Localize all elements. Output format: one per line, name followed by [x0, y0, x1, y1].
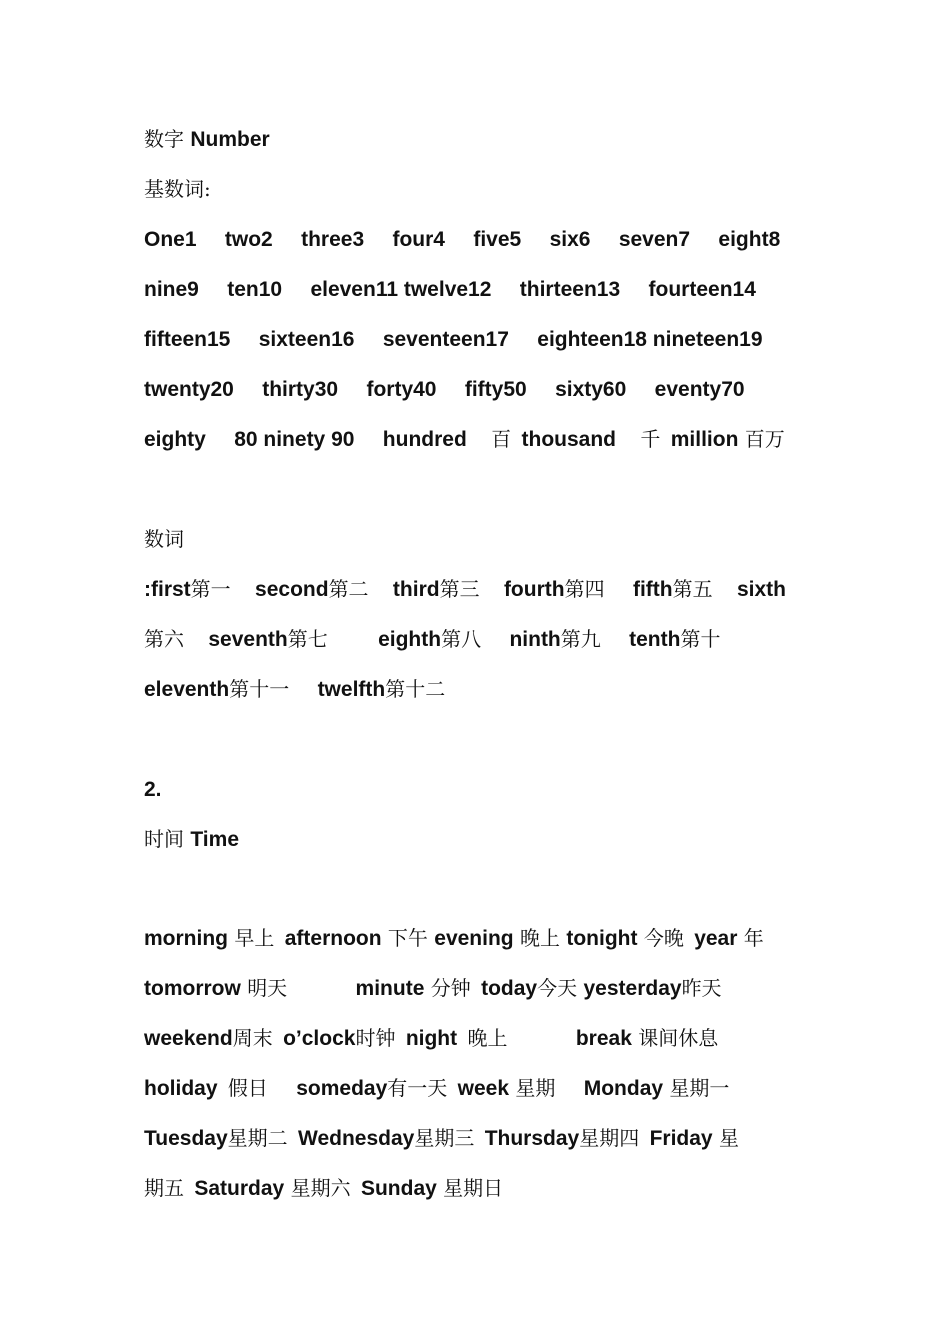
word: weekend [144, 1027, 233, 1051]
word: six6 [549, 228, 591, 251]
cardinal-line-2 [144, 264, 824, 314]
translation: 第十二 [385, 676, 446, 701]
translation: 课间休息 [638, 1026, 719, 1051]
word: Wednesday [298, 1127, 415, 1151]
time-line-4 [144, 1063, 824, 1113]
time-line-1 [144, 913, 824, 963]
word: eight8 [718, 228, 781, 251]
translation: 晚上 [519, 926, 560, 951]
word: o’clock [283, 1027, 356, 1051]
word: two2 [224, 228, 273, 251]
translation: 今晚 [643, 926, 684, 951]
translation: 期五 [144, 1176, 184, 1201]
translation: 分钟 [430, 976, 471, 1001]
ordinal-line-2 [144, 614, 824, 664]
cardinal-line-5 [144, 414, 824, 464]
word: Saturday [194, 1177, 285, 1201]
time-line-2 [144, 963, 824, 1013]
word: fourth [503, 577, 565, 601]
time-line-3 [144, 1013, 824, 1063]
translation: 第九 [560, 626, 601, 651]
word: seven7 [618, 228, 691, 251]
translation: 第十一 [229, 676, 290, 701]
word: :first [144, 577, 191, 601]
time-section-number [144, 764, 824, 814]
translation: 第十 [680, 626, 721, 651]
word: Thursday [484, 1127, 580, 1151]
word: thirty30 [262, 378, 339, 401]
word: sixth [736, 577, 786, 601]
word: ninth [509, 627, 561, 651]
word: night [405, 1027, 458, 1051]
translation: 假日 [227, 1076, 268, 1101]
translation: 第一 [190, 576, 231, 601]
ordinal-line-1 [144, 564, 824, 614]
translation: 第七 [287, 626, 328, 651]
blank-line [144, 714, 824, 764]
word: someday [296, 1077, 388, 1101]
word: sixty60 [555, 378, 627, 401]
word: eventy70 [654, 378, 745, 401]
word: fifteen15 [144, 328, 231, 351]
word: four4 [392, 228, 445, 251]
word: tomorrow [144, 977, 241, 1001]
word: holiday [144, 1077, 218, 1101]
cardinal-label [144, 164, 824, 214]
translation: 星期一 [669, 1076, 730, 1101]
translation: 晚上 [467, 1026, 508, 1051]
word: twelfth [317, 677, 386, 701]
word: eighteen18 nineteen19 [537, 328, 763, 351]
translation: 百 [491, 427, 512, 451]
word: third [392, 577, 440, 601]
translation: 第六 [144, 626, 184, 651]
translation: 星 [718, 1126, 739, 1151]
section-number: 2. [144, 777, 162, 801]
word: sixteen16 [258, 328, 355, 351]
time-line-5 [144, 1113, 824, 1163]
cardinal-label-text: 基数词: [144, 177, 211, 201]
word: five5 [473, 228, 522, 251]
ordinal-line-3 [144, 664, 824, 714]
word: ten10 [227, 278, 283, 301]
translation: 第五 [672, 576, 713, 601]
time-heading-zh: 时间 [144, 826, 184, 851]
translation: 明天 [247, 976, 288, 1001]
blank-line [144, 464, 824, 514]
word: tenth [629, 627, 681, 651]
time-heading [144, 814, 824, 864]
translation: 周末 [232, 1026, 273, 1051]
word: nine9 [144, 278, 199, 301]
word: second [255, 577, 329, 601]
word: eighty [144, 428, 206, 451]
translation: 时钟 [355, 1026, 396, 1051]
translation: 星期四 [579, 1126, 640, 1151]
ordinal-label [144, 514, 824, 564]
document-page [144, 114, 824, 1213]
word: today [481, 977, 538, 1001]
word: fifty50 [464, 378, 527, 401]
word: eighth [378, 627, 442, 651]
translation: 第二 [328, 576, 369, 601]
word: hundred [382, 428, 467, 451]
translation: 千 [640, 427, 661, 451]
ordinal-label-text: 数词 [144, 526, 184, 551]
word: eleventh [144, 677, 230, 701]
translation: 今天 [537, 976, 578, 1001]
word: afternoon [284, 927, 382, 951]
word: 80 ninety 90 [234, 428, 355, 451]
word: year [694, 927, 738, 951]
translation: 年 [743, 926, 764, 951]
translation: 第三 [439, 576, 480, 601]
word: One1 [144, 228, 197, 251]
translation: 第四 [564, 576, 605, 601]
translation: 百万 [744, 427, 785, 451]
number-heading [144, 114, 824, 164]
time-heading-en: Time [190, 827, 239, 851]
blank-line [144, 864, 824, 914]
number-heading-zh: 数字 [144, 127, 184, 151]
word: morning [144, 927, 228, 951]
translation: 昨天 [681, 976, 722, 1001]
word: million [670, 428, 739, 451]
translation: 星期三 [414, 1126, 475, 1151]
number-heading-en: Number [190, 128, 270, 151]
word: fourteen14 [648, 278, 756, 301]
word: break [575, 1027, 632, 1051]
translation: 下午 [387, 926, 428, 951]
translation: 星期二 [227, 1126, 288, 1151]
word: three3 [301, 228, 365, 251]
word: tonight [566, 927, 638, 951]
word: seventeen17 [382, 328, 509, 351]
translation: 有一天 [387, 1076, 448, 1101]
word: thousand [521, 428, 617, 451]
word: minute [355, 977, 425, 1001]
word: Friday [649, 1127, 713, 1151]
translation: 星期六 [290, 1176, 351, 1201]
word: Tuesday [144, 1127, 228, 1151]
word: seventh [208, 627, 288, 651]
translation: 第八 [441, 626, 482, 651]
word: week [457, 1077, 510, 1101]
cardinal-line-1 [144, 214, 824, 264]
word: yesterday [583, 977, 682, 1001]
word: Monday [583, 1077, 664, 1101]
word: evening [434, 927, 514, 951]
translation: 早上 [234, 926, 275, 951]
word: eleven11 twelve12 [310, 278, 492, 301]
word: Sunday [360, 1177, 437, 1201]
word: fifth [632, 577, 673, 601]
cardinal-line-4 [144, 364, 824, 414]
word: twenty20 [144, 378, 234, 401]
time-line-6 [144, 1163, 824, 1213]
translation: 星期 [515, 1076, 556, 1101]
cardinal-line-3 [144, 314, 824, 364]
translation: 星期日 [443, 1176, 504, 1201]
word: forty40 [366, 378, 437, 401]
word: thirteen13 [519, 278, 621, 301]
